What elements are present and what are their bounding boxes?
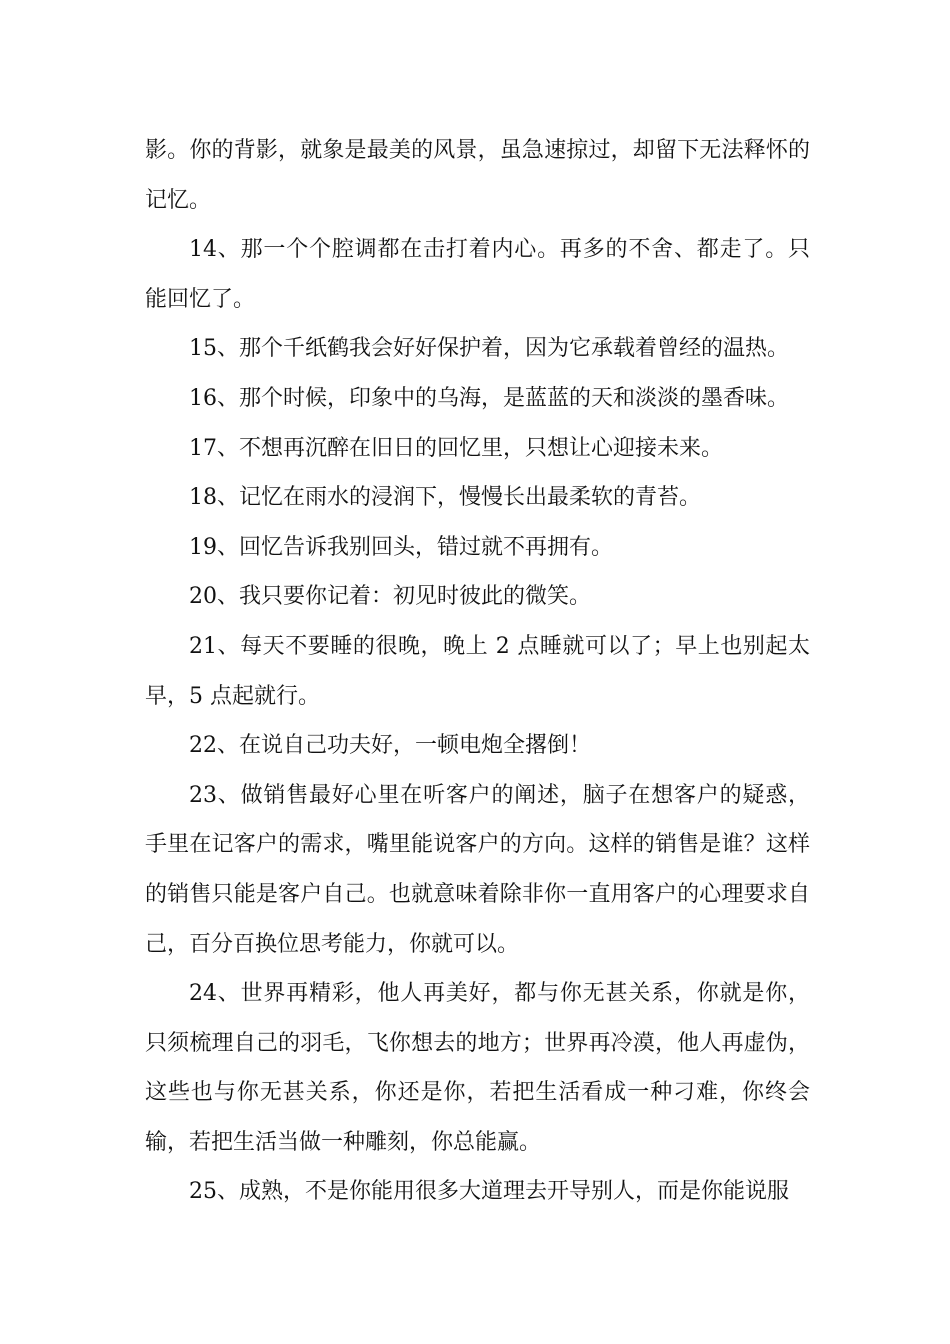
paragraph-item-25: 25、成熟，不是你能用很多大道理去开导别人，而是你能说服: [189, 1179, 789, 1205]
paragraph-item-20: 20、我只要你记着：初见时彼此的微笑。: [189, 584, 591, 610]
paragraph-continuation: 影。你的背影，就象是最美的风景，虽急速掠过，却留下无法释怀的记忆。: [145, 138, 810, 213]
document-body: [145, 126, 810, 1217]
paragraph-item-19: 19、回忆告诉我别回头，错过就不再拥有。: [189, 534, 613, 560]
paragraph-item-14: 14、那一个个腔调都在击打着内心。再多的不舍、都走了。只能回忆了。: [145, 237, 810, 312]
paragraph-item-21: 21、每天不要睡的很晚，晚上 2 点睡就可以了；早上也别起太早，5 点起就行。: [145, 633, 810, 709]
paragraph-item-23: 23、做销售最好心里在听客户的阐述，脑子在想客户的疑惑，手里在记客户的需求，嘴里能说客户的方向。这样的销售是谁？这样的销售只能是客户自己。也就意味着除非你一直用客户的心理要求自己，百分百换位思考能力，你就可以。: [145, 782, 810, 957]
paragraph-item-24: 24、世界再精彩，他人再美好，都与你无甚关系，你就是你，只须梳理自己的羽毛，飞你想去的地方；世界再冷漠，他人再虚伪，这些也与你无甚关系，你还是你，若把生活看成一种刁难，你终会输，若把生活当做一种雕刻，你总能赢。: [145, 981, 810, 1155]
paragraph-item-16: 16、那个时候，印象中的乌海，是蓝蓝的天和淡淡的墨香味。: [189, 385, 789, 411]
paragraph-item-17: 17、不想再沉醉在旧日的回忆里，只想让心迎接未来。: [189, 435, 723, 461]
paragraph-item-18: 18、记忆在雨水的浸润下，慢慢长出最柔软的青苔。: [189, 485, 701, 511]
paragraph-item-15: 15、那个千纸鹤我会好好保护着，因为它承载着曾经的温热。: [189, 336, 789, 362]
paragraph-item-22: 22、在说自己功夫好，一顿电炮全撂倒！: [189, 733, 591, 759]
